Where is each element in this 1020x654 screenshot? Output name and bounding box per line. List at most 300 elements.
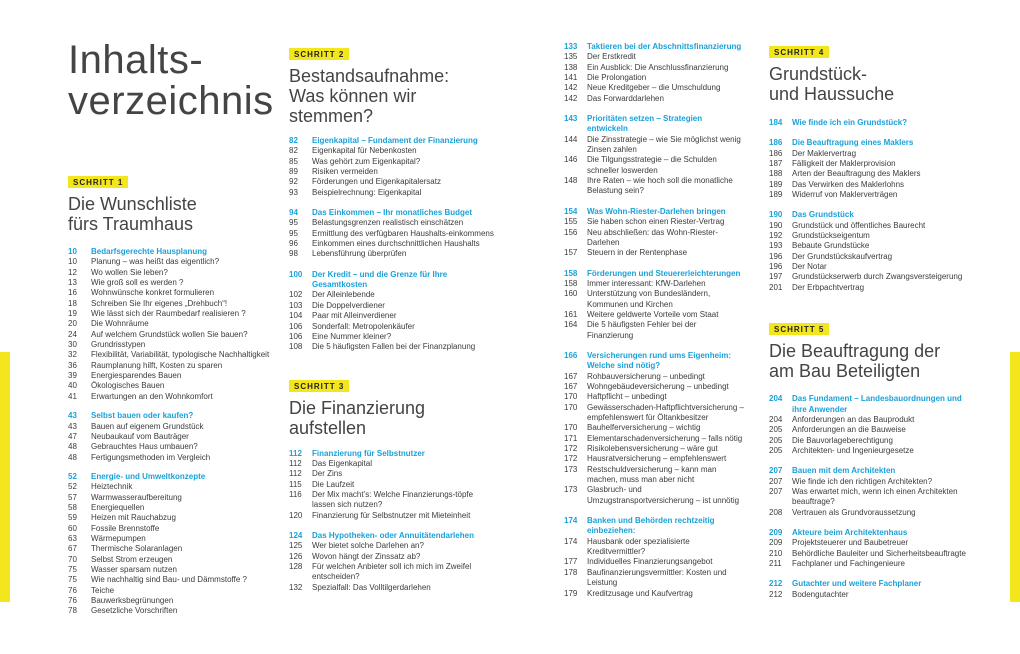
toc-entry [564, 279, 744, 289]
page-number: 204 [769, 394, 783, 404]
entry-title: Eigenkapital für Nebenkosten [312, 146, 417, 156]
toc-entry [769, 446, 969, 456]
toc-entry [564, 392, 744, 402]
entry-title: Projektsteuerer und Baubetreuer [792, 538, 909, 548]
toc-entry [68, 482, 278, 492]
toc-entry [68, 534, 278, 544]
toc-entry [769, 415, 969, 425]
toc-entry [68, 330, 278, 340]
entry-title: Steuern in der Rentenphase [587, 248, 688, 258]
page-number: 201 [769, 282, 783, 292]
entry-title: Paar mit Alleinverdiener [312, 311, 397, 321]
step-1-title-line1: Die Wunschliste [68, 194, 197, 214]
toc-group [68, 472, 278, 617]
toc-entry [289, 490, 494, 511]
step-2-badge: SCHRITT 2 [289, 48, 349, 60]
page-number: 115 [289, 479, 302, 489]
entry-title: Förderungen und Steuererleichterungen [587, 268, 741, 278]
toc-entry [289, 188, 494, 198]
toc-entry [289, 239, 494, 249]
toc-entry [769, 149, 969, 159]
page-number: 142 [564, 93, 578, 103]
toc-entry [769, 272, 969, 282]
entry-title: Anforderungen an das Bauprodukt [792, 414, 915, 424]
toc-entry [564, 310, 744, 320]
toc-entry [68, 309, 278, 319]
page-number: 63 [68, 533, 77, 543]
page-number: 93 [289, 187, 298, 197]
page-number: 108 [289, 342, 303, 352]
page-number: 133 [564, 42, 578, 51]
column-4 [769, 0, 969, 600]
toc-group [564, 351, 744, 506]
entry-title: Grundstückserwerb durch Zwangsversteigerung [792, 272, 963, 282]
entry-title: Flexibilität, Variabilität, typologische Nachhaltigkeit [91, 350, 270, 360]
entry-title: Eine Nummer kleiner? [312, 331, 392, 341]
entry-title: Der Mix macht’s: Welche Finanzierungs-töpfe lassen sich nutzen? [312, 489, 474, 510]
toc-entry [564, 176, 744, 197]
step-2-title-line2: Was können wir [289, 86, 417, 106]
page-number: 170 [564, 423, 578, 433]
page-number: 39 [68, 371, 77, 381]
page-number: 52 [68, 471, 77, 481]
entry-title: Förderungen und Eigenkapitalersatz [312, 177, 441, 187]
step-1-title-line2: fürs Traumhaus [68, 214, 194, 234]
toc-entry [564, 589, 744, 599]
entry-title: Auf welchem Grundstück wollen Sie bauen? [91, 329, 248, 339]
toc-entry [564, 382, 744, 392]
toc-entry [289, 311, 494, 321]
entry-title: Energiequellen [91, 502, 145, 512]
page-number: 144 [564, 134, 578, 144]
page-number: 82 [289, 136, 298, 145]
page-number: 173 [564, 464, 578, 474]
entry-title: Vertrauen als Grundvoraussetzung [792, 507, 916, 517]
entry-title: Der Kredit – und die Grenze für Ihre Gesamtkosten [312, 269, 448, 290]
toc-entry [769, 508, 969, 518]
page-title [68, 40, 278, 122]
toc-entry [564, 485, 744, 506]
toc-chapter-heading [68, 247, 278, 257]
toc-list-3 [564, 42, 744, 599]
page-number: 85 [289, 156, 298, 166]
page-number: 205 [769, 425, 783, 435]
column-3 [564, 0, 744, 599]
toc-entry [564, 320, 744, 341]
toc-entry [769, 169, 969, 179]
entry-title: Banken und Behörden rechtzeitig einbeziehen: [587, 516, 715, 536]
toc-entry [564, 557, 744, 567]
toc-entry [289, 469, 494, 479]
step-2-title-line3: stemmen? [289, 106, 374, 126]
entry-title: Erwartungen an den Wohnkomfort [91, 391, 213, 401]
toc-entry [769, 425, 969, 435]
toc-chapter-heading [289, 270, 494, 291]
toc-chapter-heading [68, 411, 278, 421]
page-number: 211 [769, 558, 782, 568]
page-number: 95 [289, 218, 298, 228]
entry-title: Haftpflicht – unbedingt [587, 392, 667, 402]
toc-entry [68, 513, 278, 523]
toc-group [769, 118, 969, 128]
toc-entry [564, 444, 744, 454]
entry-title: Thermische Solaranlagen [91, 544, 183, 554]
entry-title: Das Forwarddarlehen [587, 93, 664, 103]
toc-entry [769, 241, 969, 251]
entry-title: Bebaute Grundstücke [792, 241, 870, 251]
entry-title: Raumplanung hilft, Kosten zu sparen [91, 360, 223, 370]
toc-chapter-heading [769, 466, 969, 476]
page-number: 155 [564, 217, 578, 227]
toc-entry [769, 477, 969, 487]
entry-title: Die Laufzeit [312, 479, 355, 489]
entry-title: Gebrauchtes Haus umbauen? [91, 442, 198, 452]
page-number: 187 [769, 159, 783, 169]
right-edge-bar [1010, 352, 1020, 602]
entry-title: Wohnwünsche konkret formulieren [91, 288, 215, 298]
toc-entry [68, 453, 278, 463]
entry-title: Fälligkeit der Maklerprovision [792, 159, 896, 169]
entry-title: Grundrisstypen [91, 340, 146, 350]
entry-title: Belastungsgrenzen realistisch einschätzen [312, 218, 464, 228]
toc-entry [564, 465, 744, 486]
toc-entry [564, 135, 744, 156]
toc-entry [68, 596, 278, 606]
page-number: 75 [68, 575, 77, 585]
toc-chapter-heading [564, 351, 744, 372]
page-number: 48 [68, 452, 77, 462]
toc-entry [289, 301, 494, 311]
page-number: 174 [564, 536, 578, 546]
page-number: 167 [564, 381, 578, 391]
entry-title: Architekten- und Ingenieurgesetze [792, 445, 914, 455]
toc-entry [68, 278, 278, 288]
toc-entry [769, 190, 969, 200]
entry-title: Einkommen eines durchschnittlichen Haushalts [312, 239, 480, 249]
toc-entry [68, 361, 278, 371]
toc-entry [68, 350, 278, 360]
entry-title: Das Hypotheken- oder Annuitätendarlehen [312, 530, 474, 540]
toc-entry [289, 562, 494, 583]
toc-entry [564, 248, 744, 258]
toc-list-4a [769, 118, 969, 293]
page-number: 95 [289, 228, 298, 238]
toc-entry [68, 575, 278, 585]
entry-title: Das Fundament – Landesbauordnungen und ihre Anwender [792, 394, 962, 414]
toc-entry [68, 524, 278, 534]
page-number: 103 [289, 300, 303, 310]
toc-chapter-heading [769, 579, 969, 589]
toc-entry [564, 434, 744, 444]
entry-title: Selbst bauen oder kaufen? [91, 411, 194, 421]
page-number: 179 [564, 588, 578, 598]
toc-group [769, 210, 969, 293]
entry-title: Fossile Brennstoffe [91, 523, 160, 533]
entry-title: Das Verwirken des Maklerlohns [792, 179, 905, 189]
page-number: 94 [289, 208, 298, 218]
page-number: 70 [68, 554, 77, 564]
page-number: 24 [68, 329, 77, 339]
entry-title: Rohbauversicherung – unbedingt [587, 371, 705, 381]
toc-chapter-heading [769, 138, 969, 148]
entry-title: Beispielrechnung: Eigenkapital [312, 187, 422, 197]
page-number: 112 [289, 458, 302, 468]
page-number: 67 [68, 544, 77, 554]
toc-group [289, 449, 494, 521]
page-number: 189 [769, 179, 783, 189]
toc-entry [289, 157, 494, 167]
page-number: 120 [289, 510, 303, 520]
step-3-badge: SCHRITT 3 [289, 380, 349, 392]
page-number: 89 [289, 167, 298, 177]
toc-list-2b [289, 449, 494, 593]
toc-entry [564, 568, 744, 589]
toc-entry [68, 381, 278, 391]
toc-list-1 [68, 247, 278, 617]
toc-entry [68, 319, 278, 329]
entry-title: Gesetzliche Vorschriften [91, 606, 178, 616]
toc-list-4b [769, 394, 969, 600]
toc-group [769, 579, 969, 600]
entry-title: Bauwerksbegrünungen [91, 596, 174, 605]
page-number: 96 [289, 239, 298, 249]
page-number: 13 [68, 278, 77, 288]
page-number: 112 [289, 469, 302, 479]
page-number: 60 [68, 523, 77, 533]
toc-entry [68, 340, 278, 350]
entry-title: Die Zinsstrategie – wie Sie möglichst wenig Zinsen zahlen [587, 134, 741, 155]
page-number: 178 [564, 567, 578, 577]
entry-title: Die Tilgungsstrategie – die Schulden schneller loswerden [587, 155, 717, 175]
entry-title: Restschuldversicherung – kann man machen, muss man aber nicht [587, 464, 717, 485]
toc-group [769, 466, 969, 518]
column-2 [289, 0, 494, 593]
toc-group [289, 531, 494, 593]
entry-title: Wohngebäudeversicherung – unbedingt [587, 381, 729, 391]
entry-title: Die Bauvorlageberechtigung [792, 435, 893, 445]
toc-entry [68, 586, 278, 596]
entry-title: Fachplaner und Fachingenieure [792, 558, 905, 568]
page-number: 143 [564, 114, 578, 124]
page-number: 204 [769, 414, 783, 424]
entry-title: Neubaukauf vom Bauträger [91, 431, 189, 441]
entry-title: Anforderungen an die Bauweise [792, 425, 906, 435]
toc-entry [769, 436, 969, 446]
page-number: 10 [68, 247, 77, 256]
page-title-line1: Inhalts- [68, 38, 204, 82]
page-number: 196 [769, 262, 783, 272]
entry-title: Die Doppelverdiener [312, 300, 385, 310]
page-number: 209 [769, 538, 783, 548]
page-number: 76 [68, 596, 77, 605]
toc-chapter-heading [289, 531, 494, 541]
toc-entry [769, 262, 969, 272]
page-number: 184 [769, 118, 783, 127]
toc-group [289, 136, 494, 198]
entry-title: Risiken vermeiden [312, 167, 378, 177]
page-number: 82 [289, 146, 298, 156]
toc-entry [769, 180, 969, 190]
entry-title: Hausratversicherung – empfehlenswert [587, 454, 727, 464]
entry-title: Wie finde ich den richtigen Architekten? [792, 476, 933, 486]
entry-title: Energiesparendes Bauen [91, 371, 182, 381]
page-number: 116 [289, 489, 302, 499]
step-5-title-line2: am Bau Beteiligten [769, 361, 921, 382]
page-number: 98 [289, 249, 298, 259]
toc-entry [564, 454, 744, 464]
entry-title: Der Erstkredit [587, 52, 636, 62]
page-number: 212 [769, 579, 783, 589]
page-number: 207 [769, 476, 783, 486]
entry-title: Prioritäten setzen – Strategien entwickeln [587, 114, 703, 134]
toc-entry [769, 538, 969, 548]
page-number: 100 [289, 269, 303, 279]
entry-title: Sonderfall: Metropolenkäufer [312, 321, 415, 331]
toc-entry [68, 432, 278, 442]
entry-title: Bodengutachter [792, 589, 849, 599]
page-number: 126 [289, 551, 303, 561]
toc-entry [68, 555, 278, 565]
page-number: 141 [564, 73, 578, 83]
toc-entry [289, 541, 494, 551]
entry-title: Das Grundstück [792, 210, 854, 220]
entry-title: Was gehört zum Eigenkapital? [312, 156, 421, 166]
entry-title: Heiztechnik [91, 482, 133, 492]
page-number: 92 [289, 177, 298, 187]
page-number: 170 [564, 392, 578, 402]
toc-entry [289, 322, 494, 332]
toc-chapter-heading [769, 528, 969, 538]
entry-title: Der Maklervertrag [792, 148, 857, 158]
page-number: 173 [564, 485, 578, 495]
page-number: 158 [564, 278, 578, 288]
toc-entry [564, 372, 744, 382]
page-number: 102 [289, 290, 303, 300]
toc-entry [769, 549, 969, 559]
column-1 [68, 0, 278, 617]
page-number: 172 [564, 454, 578, 464]
entry-title: Bedarfsgerechte Hausplanung [91, 247, 208, 256]
entry-title: Versicherungen rund ums Eigenheim: Welche sind nötig? [587, 350, 732, 371]
toc-entry [564, 537, 744, 558]
toc-entry [564, 228, 744, 249]
toc-entry [68, 422, 278, 432]
step-3-title-line2: aufstellen [289, 417, 367, 438]
page-number: 125 [289, 541, 303, 551]
entry-title: Finanzierung für Selbstnutzer [312, 448, 425, 458]
toc-entry [564, 73, 744, 83]
page-number: 189 [769, 190, 783, 200]
page-number: 186 [769, 138, 783, 148]
page-number: 210 [769, 548, 783, 558]
page-number: 32 [68, 350, 77, 360]
page-number: 205 [769, 435, 783, 445]
page-number: 41 [68, 391, 77, 401]
entry-title: Planung – was heißt das eigentlich? [91, 257, 220, 267]
toc-entry [68, 371, 278, 381]
page-number: 188 [769, 169, 783, 179]
step-5-badge: SCHRITT 5 [769, 323, 829, 335]
toc-entry [769, 159, 969, 169]
toc-entry [68, 606, 278, 616]
entry-title: Der Grundstückskaufvertrag [792, 251, 893, 261]
entry-title: Kreditzusage und Kaufvertrag [587, 588, 693, 598]
page-number: 208 [769, 507, 783, 517]
page-number: 48 [68, 442, 77, 452]
toc-entry [564, 63, 744, 73]
toc-entry [289, 229, 494, 239]
page-number: 161 [564, 309, 578, 319]
entry-title: Die Beauftragung eines Maklers [792, 138, 914, 148]
toc-entry [289, 218, 494, 228]
toc-chapter-heading [289, 208, 494, 218]
entry-title: Wasser sparsam nutzen [91, 564, 177, 574]
toc-entry [289, 552, 494, 562]
page-number: 10 [68, 257, 77, 267]
entry-title: Immer interessant: KfW-Darlehen [587, 278, 706, 288]
page-number: 58 [68, 502, 77, 512]
page-number: 158 [564, 268, 578, 278]
entry-title: Glasbruch- und Umzugstransportversicherung – ist unnötig [587, 485, 740, 505]
toc-entry [769, 590, 969, 600]
entry-title: Die 5 häufigsten Fallen bei der Finanzplanung [312, 342, 476, 352]
page-number: 135 [564, 52, 578, 62]
toc-chapter-heading [769, 118, 969, 128]
toc-entry [68, 442, 278, 452]
page-number: 205 [769, 445, 783, 455]
page-number: 164 [564, 320, 578, 330]
entry-title: Was erwartet mich, wenn ich einen Architekten beauftrage? [792, 486, 958, 507]
toc-entry [68, 493, 278, 503]
entry-title: Warmwasseraufbereitung [91, 492, 182, 502]
page-number: 132 [289, 582, 303, 592]
toc-chapter-heading [289, 136, 494, 146]
entry-title: Bauen mit dem Architekten [792, 466, 896, 476]
toc-chapter-heading [289, 449, 494, 459]
toc-group [769, 138, 969, 200]
step-3-title-line1: Die Finanzierung [289, 397, 426, 418]
step-5-title-line1: Die Beauftragung der [769, 341, 941, 362]
entry-title: Der Erbpachtvertrag [792, 282, 865, 292]
entry-title: Ein Ausblick: Die Anschlussfinanzierung [587, 62, 729, 72]
page-number: 76 [68, 585, 77, 595]
toc-entry [564, 289, 744, 310]
entry-title: Schreiben Sie Ihr eigenes „Drehbuch“! [91, 298, 228, 308]
page-number: 19 [68, 309, 77, 319]
toc-entry [564, 423, 744, 433]
page-number: 142 [564, 83, 578, 93]
page-number: 190 [769, 210, 783, 220]
page-number: 43 [68, 411, 77, 421]
entry-title: Gutachter und weitere Fachplaner [792, 579, 922, 589]
toc-entry [289, 459, 494, 469]
entry-title: Neu abschließen: das Wohn-Riester-Darlehen [587, 227, 719, 247]
toc-entry [769, 283, 969, 293]
toc-group [564, 516, 744, 599]
entry-title: Spezialfall: Das Volltilgerdarlehen [312, 582, 431, 592]
entry-title: Der Zins [312, 469, 343, 479]
page-number: 171 [564, 433, 578, 443]
toc-group [564, 42, 744, 104]
page-number: 170 [564, 402, 578, 412]
toc-entry [289, 480, 494, 490]
toc-entry [289, 342, 494, 352]
toc-group [68, 247, 278, 402]
toc-entry [564, 155, 744, 176]
page-number: 197 [769, 272, 783, 282]
entry-title: Behördliche Bauleiter und Sicherheitsbeauftragte [792, 548, 966, 558]
entry-title: Akteure beim Architektenhaus [792, 527, 908, 537]
